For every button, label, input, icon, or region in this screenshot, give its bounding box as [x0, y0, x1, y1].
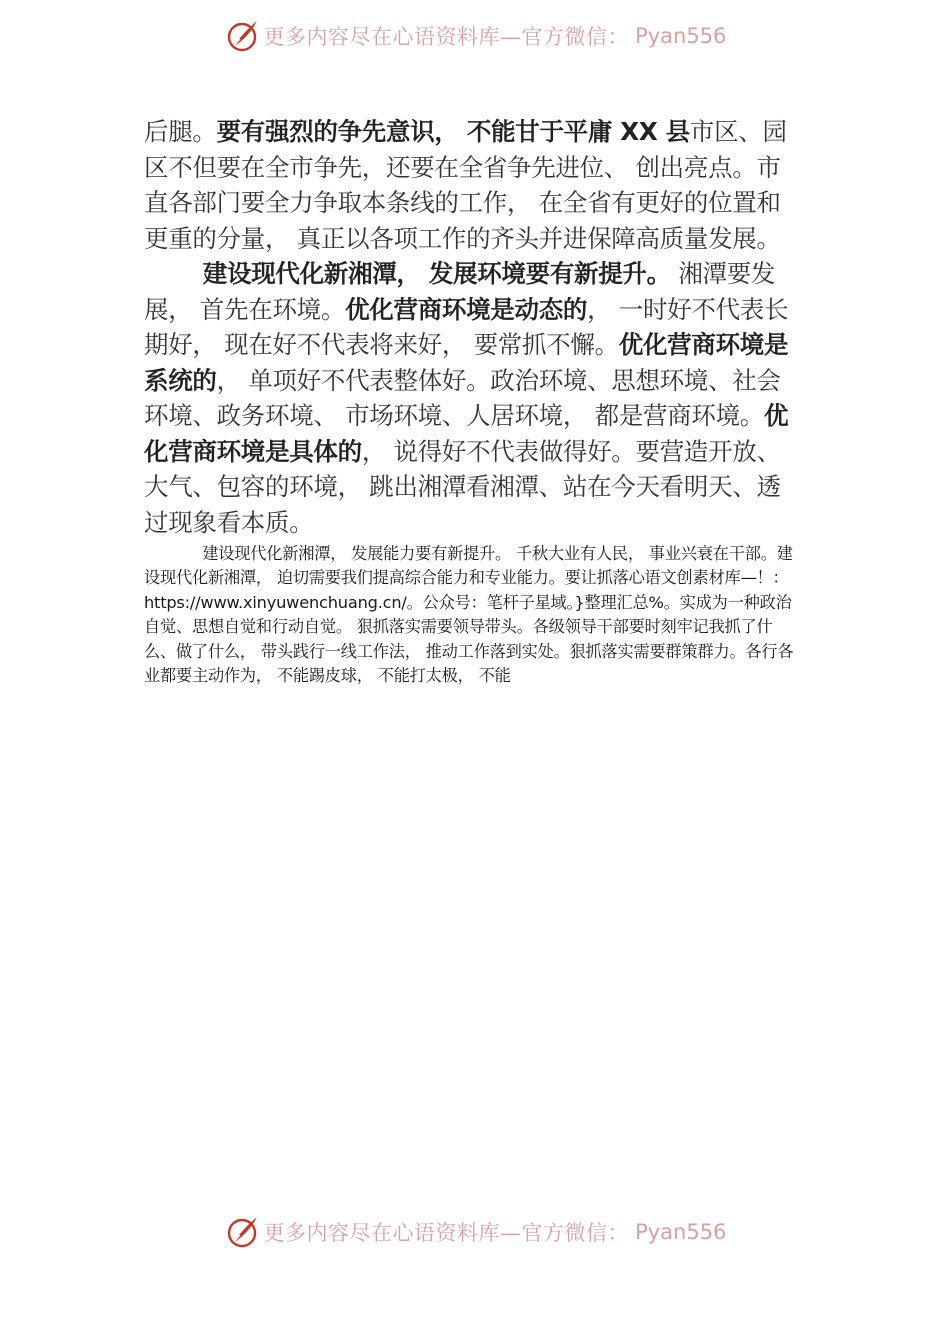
quill-pen-logo-icon [224, 18, 260, 54]
paragraph-2 [144, 256, 800, 540]
header-wechat-handle: Pyan556 [635, 24, 727, 48]
p2-heading: 建设现代化新湘潭， 发展环境要有新提升。 [202, 259, 671, 288]
paragraph-3: 建设现代化新湘潭， 发展能力要有新提升。 千秋大业有人民， 事业兴衰在干部。建设现代化新湘潭， 迫切需要我们提高综合能力和专业能力。要让抓落心语文创素材库—！： https://www.xinyuwenchuang.cn/。公众号：笔杆子星域。}整理汇总%。实成为一种政治自觉、思想自觉和行动自觉。 狠抓落实需要领导带头。各级领导干部要时刻牢记我抓了什么、做了什么， 带头践行一线工作法， 推动工作落到实处。狠抓落实需要群策群力。各行各业都要主动作为， 不能踢皮球， 不能打太极， 不能 [144, 544, 794, 686]
footer-banner [0, 1210, 950, 1254]
p2-text-4: ， 说得好不代表做得好。要营造开放、大气、包容的环境， 跳出湘潭看湘潭、站在今天看明天、透过现象看本质。 [144, 436, 781, 537]
paragraph-1 [144, 114, 800, 256]
p2-text-1: 湘潭要发展， 首先在环境。 [144, 259, 776, 324]
p1-text-1: 后腿。 [144, 117, 217, 146]
header-banner-text: 更多内容尽在心语资料库—官方微信： [263, 25, 630, 49]
p2-text-3: ， 单项好不代表整体好。政治环境、思想环境、社会环境、政务环境、 市场环境、人居环境， 都是营商环境。 [144, 365, 781, 430]
p2-text-2: ， 一时好不代表长期好， 现在好不代表将来好， 要常抓不懈。 [144, 294, 789, 359]
document-body [144, 114, 800, 688]
p1-bold-1: 要有强烈的争先意识， 不能甘于平庸 XX 县 [216, 117, 690, 146]
header-banner [0, 14, 950, 58]
p2-bold-2: 优化营商环境是系统的 [144, 330, 789, 395]
p1-text-2: 市区、园区不但要在全市争先，还要在全省争先进位、 创出亮点。市直各部门要全力争取本条线的工作， 在全省有更好的位置和更重的分量， 真正以各项工作的齐头并进保障高质量发展。 [144, 117, 787, 253]
footer-wechat-handle: Pyan556 [635, 1220, 727, 1244]
footer-banner-text: 更多内容尽在心语资料库—官方微信： [263, 1221, 630, 1245]
quill-pen-logo-icon [224, 1214, 260, 1250]
p2-bold-3: 优化营商环境是具体的 [144, 401, 789, 466]
p2-bold-1: 优化营商环境是动态的 [345, 294, 588, 324]
